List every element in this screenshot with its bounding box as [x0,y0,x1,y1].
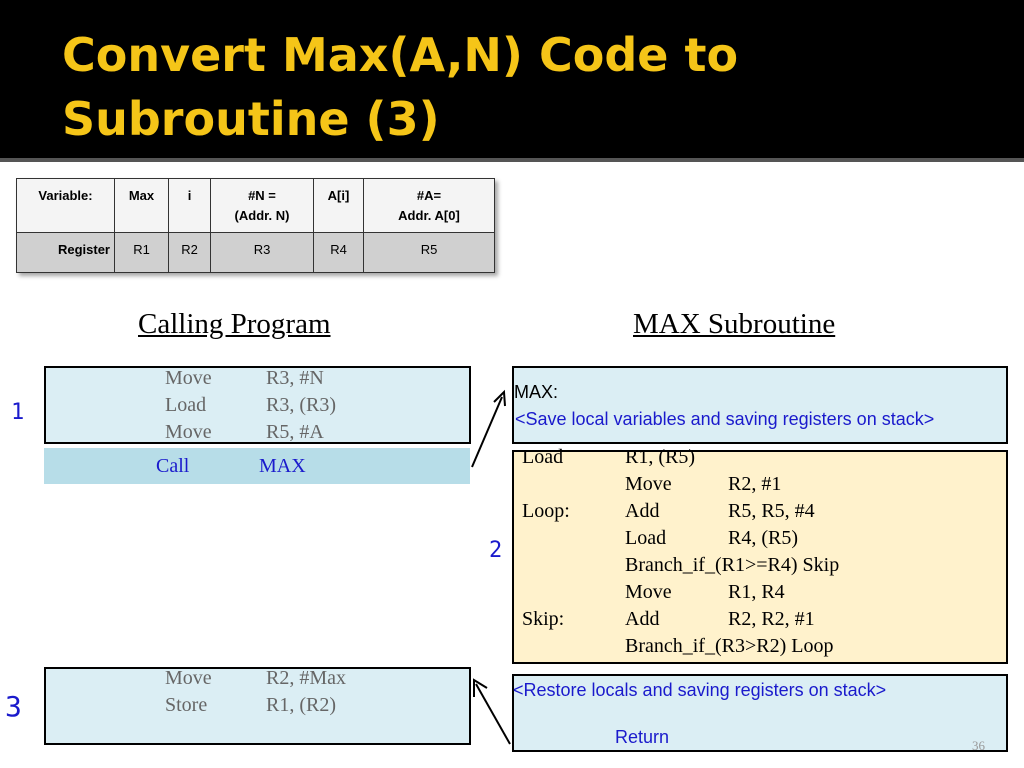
table-cell: Variable: [17,179,115,233]
code-op: Add [625,500,660,522]
code-args: R3, (R3) [266,394,336,416]
title-divider [0,158,1024,162]
code-args: R2, R2, #1 [728,608,815,630]
code-op: Load [625,527,667,549]
table-cell: R3 [211,233,314,273]
code-args: R5, #A [266,421,324,443]
slide-title-line2: Subroutine (3) [62,92,440,146]
code-args: R1, (R5) [625,446,695,468]
code-op: Store [165,694,208,716]
page-number: 36 [972,738,985,753]
step-number-2: 2 [489,538,503,563]
code-args: R1, (R2) [266,694,336,716]
return-arrow [474,680,510,744]
code-op: Add [625,608,660,630]
table-cell: Max [115,179,169,233]
max-save-block [512,366,1008,444]
table-cell: R4 [314,233,364,273]
code-label: Skip: [522,608,565,630]
code-op: Move [625,473,672,495]
code-args: R1, R4 [728,581,785,603]
code-args: R4, (R5) [728,527,798,549]
return-instruction: Return [615,727,670,747]
code-args: R5, R5, #4 [728,500,815,522]
table-row-registers [17,233,495,273]
code-op: Branch_if_(R3>R2) Loop [625,635,834,657]
code-op: Branch_if_(R1>=R4) Skip [625,554,840,576]
table-cell: A[i] [314,179,364,233]
code-op: Load [165,394,207,416]
calling-code-block-top [44,366,471,444]
save-registers-text: <Save local variables and saving registers on stack> [515,409,935,429]
code-op: Move [165,421,212,443]
code-args: R2, #1 [728,473,782,495]
code-op: Load [522,446,564,468]
call-instruction-bar [44,448,470,484]
table-cell: #N = (Addr. N) [211,179,314,233]
table-cell: i [169,179,211,233]
call-target: MAX [259,455,306,477]
step-number-3: 3 [5,690,22,723]
table-cell: R2 [169,233,211,273]
code-op: Move [165,367,212,389]
table-cell: R5 [364,233,495,273]
call-arrow [472,392,505,467]
max-subroutine-heading: MAX Subroutine [633,308,836,340]
table-cell: Register [17,233,115,273]
table-row-variables [17,179,495,233]
restore-registers-text: <Restore locals and saving registers on stack> [513,680,887,700]
calling-code-block-bottom [44,667,471,745]
max-label: MAX: [514,382,559,402]
slide-title-line1: Convert Max(A,N) Code to [62,28,739,82]
code-args: R2, #Max [266,667,346,689]
code-op: Move [165,667,212,689]
code-args: R3, #N [266,367,324,389]
call-op: Call [156,455,190,477]
calling-program-heading: Calling Program [138,308,331,340]
table-cell: #A= Addr. A[0] [364,179,495,233]
variable-register-table [16,178,495,273]
table-cell: R1 [115,233,169,273]
code-op: Move [625,581,672,603]
code-label: Loop: [522,500,570,522]
step-number-1: 1 [11,400,25,425]
